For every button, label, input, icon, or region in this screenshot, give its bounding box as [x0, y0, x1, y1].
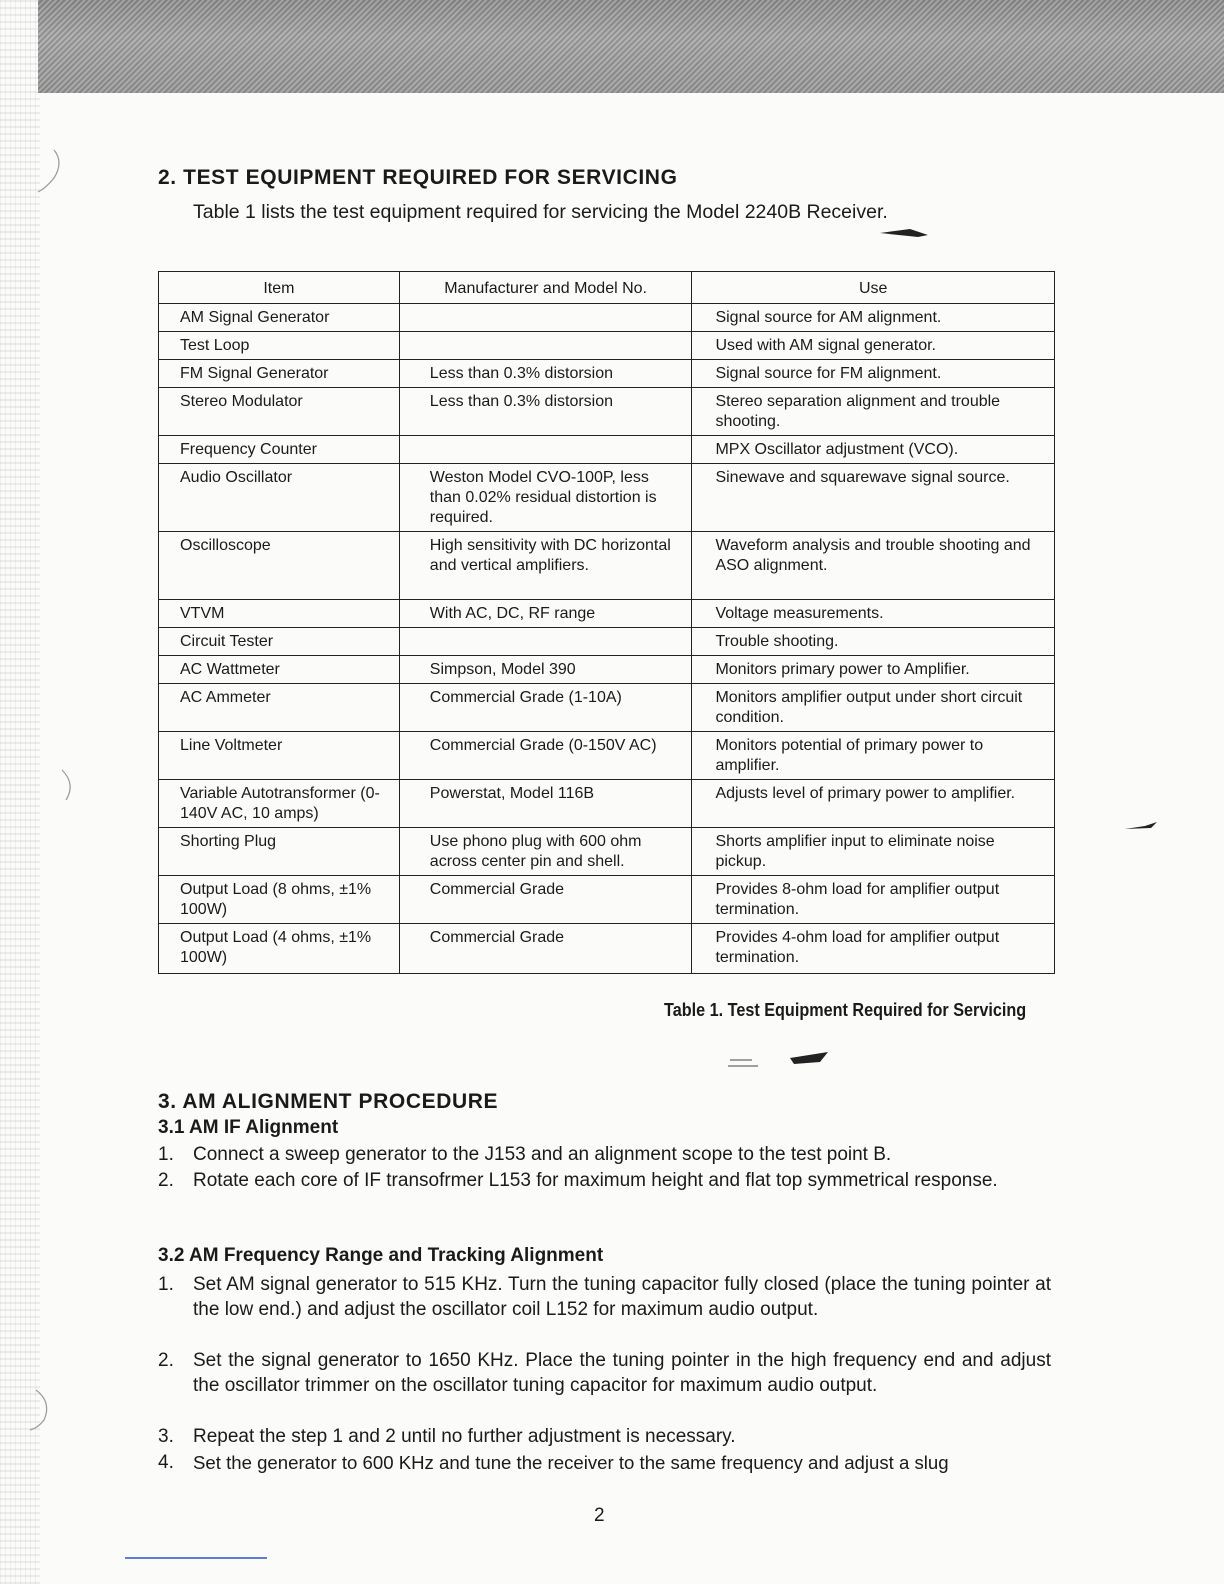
section-3-heading: 3. AM ALIGNMENT PROCEDURE	[158, 1090, 499, 1113]
step-text: Connect a sweep generator to the J153 and an alignment scope to the test point B.	[193, 1144, 892, 1165]
cell-use: Voltage measurements.	[692, 600, 1055, 628]
cell-item: Stereo Modulator	[159, 388, 400, 436]
cell-model: Simpson, Model 390	[399, 656, 692, 684]
cell-model: Commercial Grade (0-150V AC)	[399, 732, 692, 780]
step-number: 2.	[158, 1170, 174, 1191]
cell-use: Waveform analysis and trouble shooting and ASO alignment.	[692, 532, 1055, 600]
subsection-3-1-heading: 3.1 AM IF Alignment	[158, 1117, 339, 1138]
column-header-model: Manufacturer and Model No.	[399, 272, 692, 304]
cell-use: Sinewave and squarewave signal source.	[692, 464, 1055, 532]
step-text: Set the generator to 600 KHz and tune the receiver to the same frequency and adjust a slug	[193, 1452, 949, 1473]
table-row	[159, 732, 1055, 780]
step-text: Repeat the step 1 and 2 until no further adjustment is necessary.	[193, 1426, 736, 1447]
step-number: 2.	[158, 1350, 174, 1371]
cell-item: Shorting Plug	[159, 828, 400, 876]
table-row	[159, 436, 1055, 464]
cell-model	[399, 628, 692, 656]
table-row	[159, 600, 1055, 628]
cell-model: Commercial Grade (1-10A)	[399, 684, 692, 732]
subsection-3-2-heading: 3.2 AM Frequency Range and Tracking Alignment	[158, 1245, 604, 1266]
cell-model: Commercial Grade	[399, 924, 692, 974]
step-number: 3.	[158, 1426, 174, 1447]
cell-model: With AC, DC, RF range	[399, 600, 692, 628]
cell-model: Weston Model CVO-100P, less than 0.02% residual distortion is required.	[399, 464, 692, 532]
table-row	[159, 464, 1055, 532]
cell-model: Less than 0.3% distorsion	[399, 388, 692, 436]
table-row	[159, 304, 1055, 332]
table-row	[159, 332, 1055, 360]
table-row	[159, 360, 1055, 388]
cell-use: Provides 4-ohm load for amplifier output termination.	[692, 924, 1055, 974]
cell-item: Audio Oscillator	[159, 464, 400, 532]
cell-model: Powerstat, Model 116B	[399, 780, 692, 828]
section-2-heading: 2. TEST EQUIPMENT REQUIRED FOR SERVICING	[158, 166, 678, 189]
cell-item: Output Load (8 ohms, ±1% 100W)	[159, 876, 400, 924]
cell-model: Less than 0.3% distorsion	[399, 360, 692, 388]
table-caption: Table 1. Test Equipment Required for Servicing	[664, 1000, 1027, 1020]
cell-use: Signal source for AM alignment.	[692, 304, 1055, 332]
table-header-row	[159, 272, 1055, 304]
step-number: 1.	[158, 1144, 174, 1165]
cell-model: High sensitivity with DC horizontal and vertical amplifiers.	[399, 532, 692, 600]
cell-model	[399, 332, 692, 360]
cell-use: Provides 8-ohm load for amplifier output termination.	[692, 876, 1055, 924]
cell-use: Trouble shooting.	[692, 628, 1055, 656]
cell-model	[399, 304, 692, 332]
cell-use: MPX Oscillator adjustment (VCO).	[692, 436, 1055, 464]
cell-use: Monitors primary power to Amplifier.	[692, 656, 1055, 684]
step-number: 4.	[158, 1452, 174, 1473]
table-row	[159, 656, 1055, 684]
cell-item: Frequency Counter	[159, 436, 400, 464]
table-row	[159, 532, 1055, 600]
table-row	[159, 388, 1055, 436]
cell-item: Circuit Tester	[159, 628, 400, 656]
table-row	[159, 924, 1055, 974]
table-row	[159, 628, 1055, 656]
cell-use: Used with AM signal generator.	[692, 332, 1055, 360]
cell-item: Variable Autotransformer (0-140V AC, 10 amps)	[159, 780, 400, 828]
cell-model: Use phono plug with 600 ohm across center pin and shell.	[399, 828, 692, 876]
section-2-intro: Table 1 lists the test equipment required for servicing the Model 2240B Receiver.	[193, 201, 888, 223]
table-row	[159, 876, 1055, 924]
cell-item: AC Ammeter	[159, 684, 400, 732]
cell-item: Oscilloscope	[159, 532, 400, 600]
cell-use: Adjusts level of primary power to amplifier.	[692, 780, 1055, 828]
cell-use: Stereo separation alignment and trouble shooting.	[692, 388, 1055, 436]
table-row	[159, 828, 1055, 876]
table-row	[159, 780, 1055, 828]
cell-item: Test Loop	[159, 332, 400, 360]
step-text: Set the signal generator to 1650 KHz. Place the tuning pointer in the high frequency end and adjust the oscillator trimmer on the oscillator tuning capacitor for maximum audio output.	[193, 1350, 1051, 1396]
cell-use: Monitors potential of primary power to amplifier.	[692, 732, 1055, 780]
cell-item: FM Signal Generator	[159, 360, 400, 388]
step-text: Rotate each core of IF transofrmer L153 for maximum height and flat top symmetrical response.	[193, 1170, 998, 1191]
test-equipment-table	[158, 271, 1055, 974]
cell-item: VTVM	[159, 600, 400, 628]
cell-item: AC Wattmeter	[159, 656, 400, 684]
cell-use: Shorts amplifier input to eliminate noise pickup.	[692, 828, 1055, 876]
table-row	[159, 684, 1055, 732]
page-number: 2	[594, 1505, 605, 1526]
step-text: Set AM signal generator to 515 KHz. Turn the tuning capacitor fully closed (place the tuning pointer at the low end.) and adjust the oscillator coil L152 for maximum audio output.	[193, 1274, 1051, 1320]
cell-model	[399, 436, 692, 464]
cell-use: Signal source for FM alignment.	[692, 360, 1055, 388]
step-number: 1.	[158, 1274, 174, 1295]
cell-item: Output Load (4 ohms, ±1% 100W)	[159, 924, 400, 974]
cell-use: Monitors amplifier output under short circuit condition.	[692, 684, 1055, 732]
column-header-item: Item	[159, 272, 400, 304]
column-header-use: Use	[692, 272, 1055, 304]
cell-item: Line Voltmeter	[159, 732, 400, 780]
cell-model: Commercial Grade	[399, 876, 692, 924]
cell-item: AM Signal Generator	[159, 304, 400, 332]
